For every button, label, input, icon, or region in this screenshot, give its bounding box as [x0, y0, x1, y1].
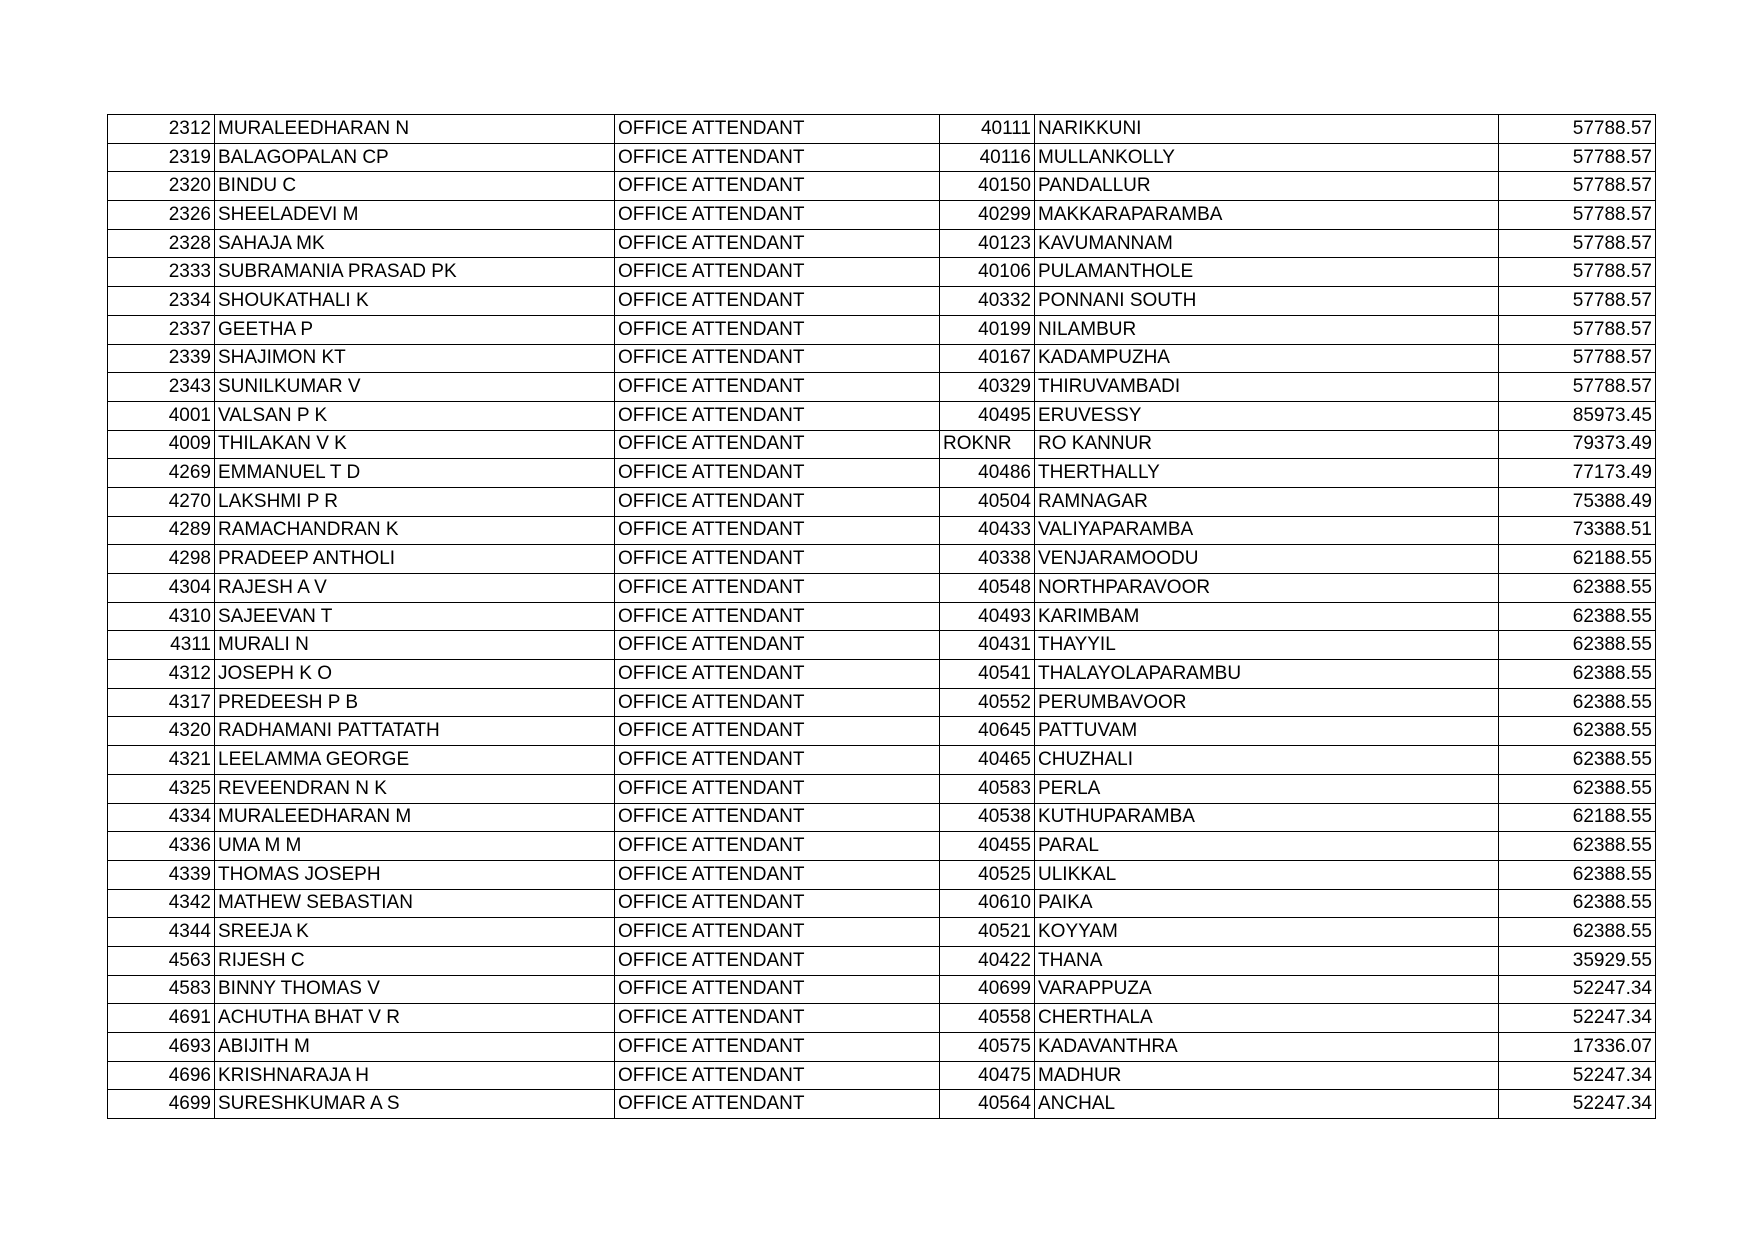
office-name-cell: MADHUR — [1035, 1061, 1499, 1090]
table-row — [108, 946, 1656, 975]
designation-cell: OFFICE ATTENDANT — [615, 688, 940, 717]
office-code-cell: 40552 — [940, 688, 1035, 717]
table-row — [108, 631, 1656, 660]
table-row — [108, 1090, 1656, 1119]
employee-id-cell: 2328 — [108, 229, 215, 258]
employee-id-cell: 4304 — [108, 574, 215, 603]
employee-id-cell: 4269 — [108, 459, 215, 488]
office-code-cell: 40538 — [940, 803, 1035, 832]
employee-id-cell: 2312 — [108, 115, 215, 144]
employee-name-cell: THILAKAN V K — [215, 430, 615, 459]
employee-id-cell: 4696 — [108, 1061, 215, 1090]
table-row — [108, 574, 1656, 603]
amount-cell: 77173.49 — [1499, 459, 1656, 488]
employee-id-cell: 4312 — [108, 660, 215, 689]
table-row — [108, 860, 1656, 889]
employee-name-cell: RADHAMANI PATTATATH — [215, 717, 615, 746]
employee-name-cell: MURALEEDHARAN N — [215, 115, 615, 144]
amount-cell: 62388.55 — [1499, 774, 1656, 803]
office-code-cell: 40495 — [940, 401, 1035, 430]
table-row — [108, 975, 1656, 1004]
office-code-cell: ROKNR — [940, 430, 1035, 459]
employee-name-cell: VALSAN P K — [215, 401, 615, 430]
office-code-cell: 40422 — [940, 946, 1035, 975]
employee-id-cell: 2337 — [108, 315, 215, 344]
amount-cell: 62388.55 — [1499, 660, 1656, 689]
office-name-cell: PERLA — [1035, 774, 1499, 803]
table-row — [108, 143, 1656, 172]
table-row — [108, 401, 1656, 430]
amount-cell: 62388.55 — [1499, 832, 1656, 861]
office-name-cell: PERUMBAVOOR — [1035, 688, 1499, 717]
amount-cell: 62388.55 — [1499, 631, 1656, 660]
table-row — [108, 803, 1656, 832]
employee-id-cell: 4289 — [108, 516, 215, 545]
designation-cell: OFFICE ATTENDANT — [615, 115, 940, 144]
office-code-cell: 40199 — [940, 315, 1035, 344]
table-row — [108, 287, 1656, 316]
employee-name-cell: PREDEESH P B — [215, 688, 615, 717]
office-name-cell: KOYYAM — [1035, 918, 1499, 947]
employee-name-cell: SAHAJA MK — [215, 229, 615, 258]
office-code-cell: 40329 — [940, 373, 1035, 402]
employee-id-cell: 2339 — [108, 344, 215, 373]
amount-cell: 62388.55 — [1499, 602, 1656, 631]
table-row — [108, 373, 1656, 402]
employee-name-cell: RIJESH C — [215, 946, 615, 975]
employee-id-cell: 4270 — [108, 487, 215, 516]
employee-id-cell: 2326 — [108, 201, 215, 230]
amount-cell: 62388.55 — [1499, 860, 1656, 889]
office-code-cell: 40455 — [940, 832, 1035, 861]
employee-name-cell: RAJESH A V — [215, 574, 615, 603]
table-row — [108, 717, 1656, 746]
amount-cell: 57788.57 — [1499, 229, 1656, 258]
employee-id-cell: 4699 — [108, 1090, 215, 1119]
employee-id-cell: 2319 — [108, 143, 215, 172]
office-name-cell: ANCHAL — [1035, 1090, 1499, 1119]
amount-cell: 85973.45 — [1499, 401, 1656, 430]
office-name-cell: KAVUMANNAM — [1035, 229, 1499, 258]
designation-cell: OFFICE ATTENDANT — [615, 946, 940, 975]
office-code-cell: 40610 — [940, 889, 1035, 918]
employee-table — [107, 114, 1656, 1119]
table-row — [108, 115, 1656, 144]
designation-cell: OFFICE ATTENDANT — [615, 143, 940, 172]
table-row — [108, 746, 1656, 775]
amount-cell: 62188.55 — [1499, 803, 1656, 832]
employee-name-cell: KRISHNARAJA H — [215, 1061, 615, 1090]
employee-id-cell: 4001 — [108, 401, 215, 430]
table-row — [108, 172, 1656, 201]
table-row — [108, 258, 1656, 287]
office-name-cell: PAIKA — [1035, 889, 1499, 918]
employee-name-cell: SAJEEVAN T — [215, 602, 615, 631]
employee-name-cell: SHAJIMON KT — [215, 344, 615, 373]
table-row — [108, 545, 1656, 574]
office-code-cell: 40150 — [940, 172, 1035, 201]
office-name-cell: NILAMBUR — [1035, 315, 1499, 344]
office-name-cell: THIRUVAMBADI — [1035, 373, 1499, 402]
office-code-cell: 40541 — [940, 660, 1035, 689]
designation-cell: OFFICE ATTENDANT — [615, 1090, 940, 1119]
table-row — [108, 774, 1656, 803]
office-name-cell: MULLANKOLLY — [1035, 143, 1499, 172]
employee-table-body — [108, 115, 1656, 1119]
employee-id-cell: 4321 — [108, 746, 215, 775]
office-code-cell: 40583 — [940, 774, 1035, 803]
table-row — [108, 201, 1656, 230]
employee-id-cell: 4336 — [108, 832, 215, 861]
amount-cell: 17336.07 — [1499, 1033, 1656, 1062]
employee-name-cell: PRADEEP ANTHOLI — [215, 545, 615, 574]
employee-name-cell: REVEENDRAN N K — [215, 774, 615, 803]
employee-name-cell: SUNILKUMAR V — [215, 373, 615, 402]
designation-cell: OFFICE ATTENDANT — [615, 860, 940, 889]
table-row — [108, 918, 1656, 947]
amount-cell: 62388.55 — [1499, 889, 1656, 918]
office-code-cell: 40525 — [940, 860, 1035, 889]
designation-cell: OFFICE ATTENDANT — [615, 258, 940, 287]
office-name-cell: PATTUVAM — [1035, 717, 1499, 746]
designation-cell: OFFICE ATTENDANT — [615, 344, 940, 373]
amount-cell: 62388.55 — [1499, 717, 1656, 746]
office-name-cell: KUTHUPARAMBA — [1035, 803, 1499, 832]
employee-name-cell: BINNY THOMAS V — [215, 975, 615, 1004]
employee-id-cell: 4344 — [108, 918, 215, 947]
designation-cell: OFFICE ATTENDANT — [615, 229, 940, 258]
employee-id-cell: 4583 — [108, 975, 215, 1004]
amount-cell: 62388.55 — [1499, 574, 1656, 603]
employee-id-cell: 2343 — [108, 373, 215, 402]
amount-cell: 75388.49 — [1499, 487, 1656, 516]
table-row — [108, 459, 1656, 488]
employee-name-cell: SUBRAMANIA PRASAD PK — [215, 258, 615, 287]
amount-cell: 57788.57 — [1499, 143, 1656, 172]
office-name-cell: VARAPPUZA — [1035, 975, 1499, 1004]
amount-cell: 79373.49 — [1499, 430, 1656, 459]
designation-cell: OFFICE ATTENDANT — [615, 832, 940, 861]
office-name-cell: RO KANNUR — [1035, 430, 1499, 459]
employee-id-cell: 2333 — [108, 258, 215, 287]
employee-id-cell: 4325 — [108, 774, 215, 803]
employee-name-cell: JOSEPH K O — [215, 660, 615, 689]
office-code-cell: 40575 — [940, 1033, 1035, 1062]
table-row — [108, 1033, 1656, 1062]
designation-cell: OFFICE ATTENDANT — [615, 459, 940, 488]
employee-name-cell: THOMAS JOSEPH — [215, 860, 615, 889]
designation-cell: OFFICE ATTENDANT — [615, 889, 940, 918]
table-row — [108, 430, 1656, 459]
amount-cell: 57788.57 — [1499, 172, 1656, 201]
office-code-cell: 40558 — [940, 1004, 1035, 1033]
designation-cell: OFFICE ATTENDANT — [615, 315, 940, 344]
employee-id-cell: 4311 — [108, 631, 215, 660]
amount-cell: 35929.55 — [1499, 946, 1656, 975]
office-code-cell: 40338 — [940, 545, 1035, 574]
amount-cell: 62388.55 — [1499, 918, 1656, 947]
employee-name-cell: SURESHKUMAR A S — [215, 1090, 615, 1119]
employee-id-cell: 4339 — [108, 860, 215, 889]
table-row — [108, 516, 1656, 545]
table-row — [108, 315, 1656, 344]
designation-cell: OFFICE ATTENDANT — [615, 660, 940, 689]
table-row — [108, 660, 1656, 689]
employee-name-cell: SHOUKATHALI K — [215, 287, 615, 316]
amount-cell: 57788.57 — [1499, 115, 1656, 144]
office-code-cell: 40433 — [940, 516, 1035, 545]
table-row — [108, 1061, 1656, 1090]
office-name-cell: THANA — [1035, 946, 1499, 975]
employee-name-cell: BINDU C — [215, 172, 615, 201]
office-name-cell: PONNANI SOUTH — [1035, 287, 1499, 316]
office-name-cell: PANDALLUR — [1035, 172, 1499, 201]
amount-cell: 62188.55 — [1499, 545, 1656, 574]
office-name-cell: VENJARAMOODU — [1035, 545, 1499, 574]
office-code-cell: 40504 — [940, 487, 1035, 516]
amount-cell: 57788.57 — [1499, 287, 1656, 316]
employee-id-cell: 4310 — [108, 602, 215, 631]
office-code-cell: 40699 — [940, 975, 1035, 1004]
office-code-cell: 40106 — [940, 258, 1035, 287]
employee-name-cell: UMA M M — [215, 832, 615, 861]
table-row — [108, 602, 1656, 631]
designation-cell: OFFICE ATTENDANT — [615, 1004, 940, 1033]
employee-name-cell: GEETHA P — [215, 315, 615, 344]
employee-id-cell: 4298 — [108, 545, 215, 574]
office-code-cell: 40564 — [940, 1090, 1035, 1119]
table-row — [108, 229, 1656, 258]
office-name-cell: MAKKARAPARAMBA — [1035, 201, 1499, 230]
office-name-cell: PARAL — [1035, 832, 1499, 861]
amount-cell: 73388.51 — [1499, 516, 1656, 545]
designation-cell: OFFICE ATTENDANT — [615, 545, 940, 574]
employee-name-cell: EMMANUEL T D — [215, 459, 615, 488]
employee-id-cell: 2320 — [108, 172, 215, 201]
office-code-cell: 40486 — [940, 459, 1035, 488]
employee-id-cell: 4320 — [108, 717, 215, 746]
designation-cell: OFFICE ATTENDANT — [615, 373, 940, 402]
office-name-cell: ULIKKAL — [1035, 860, 1499, 889]
designation-cell: OFFICE ATTENDANT — [615, 574, 940, 603]
amount-cell: 52247.34 — [1499, 975, 1656, 1004]
amount-cell: 57788.57 — [1499, 201, 1656, 230]
designation-cell: OFFICE ATTENDANT — [615, 401, 940, 430]
amount-cell: 57788.57 — [1499, 344, 1656, 373]
office-code-cell: 40431 — [940, 631, 1035, 660]
designation-cell: OFFICE ATTENDANT — [615, 602, 940, 631]
office-name-cell: KADAMPUZHA — [1035, 344, 1499, 373]
employee-id-cell: 4563 — [108, 946, 215, 975]
employee-id-cell: 2334 — [108, 287, 215, 316]
designation-cell: OFFICE ATTENDANT — [615, 1061, 940, 1090]
office-name-cell: PULAMANTHOLE — [1035, 258, 1499, 287]
designation-cell: OFFICE ATTENDANT — [615, 172, 940, 201]
office-code-cell: 40645 — [940, 717, 1035, 746]
office-code-cell: 40167 — [940, 344, 1035, 373]
designation-cell: OFFICE ATTENDANT — [615, 430, 940, 459]
office-code-cell: 40548 — [940, 574, 1035, 603]
office-code-cell: 40123 — [940, 229, 1035, 258]
office-name-cell: THERTHALLY — [1035, 459, 1499, 488]
office-name-cell: KARIMBAM — [1035, 602, 1499, 631]
employee-name-cell: SREEJA K — [215, 918, 615, 947]
amount-cell: 52247.34 — [1499, 1061, 1656, 1090]
office-name-cell: ERUVESSY — [1035, 401, 1499, 430]
amount-cell: 57788.57 — [1499, 258, 1656, 287]
amount-cell: 57788.57 — [1499, 373, 1656, 402]
office-name-cell: VALIYAPARAMBA — [1035, 516, 1499, 545]
designation-cell: OFFICE ATTENDANT — [615, 631, 940, 660]
office-code-cell: 40475 — [940, 1061, 1035, 1090]
employee-name-cell: BALAGOPALAN CP — [215, 143, 615, 172]
office-name-cell: RAMNAGAR — [1035, 487, 1499, 516]
employee-id-cell: 4317 — [108, 688, 215, 717]
employee-name-cell: ABIJITH M — [215, 1033, 615, 1062]
designation-cell: OFFICE ATTENDANT — [615, 717, 940, 746]
employee-name-cell: MURALEEDHARAN M — [215, 803, 615, 832]
table-row — [108, 889, 1656, 918]
office-name-cell: NARIKKUNI — [1035, 115, 1499, 144]
employee-id-cell: 4334 — [108, 803, 215, 832]
office-name-cell: NORTHPARAVOOR — [1035, 574, 1499, 603]
designation-cell: OFFICE ATTENDANT — [615, 803, 940, 832]
office-code-cell: 40111 — [940, 115, 1035, 144]
designation-cell: OFFICE ATTENDANT — [615, 287, 940, 316]
employee-name-cell: ACHUTHA BHAT V R — [215, 1004, 615, 1033]
designation-cell: OFFICE ATTENDANT — [615, 975, 940, 1004]
office-code-cell: 40521 — [940, 918, 1035, 947]
employee-name-cell: LEELAMMA GEORGE — [215, 746, 615, 775]
amount-cell: 62388.55 — [1499, 688, 1656, 717]
designation-cell: OFFICE ATTENDANT — [615, 516, 940, 545]
office-name-cell: THALAYOLAPARAMBU — [1035, 660, 1499, 689]
table-row — [108, 1004, 1656, 1033]
employee-id-cell: 4693 — [108, 1033, 215, 1062]
designation-cell: OFFICE ATTENDANT — [615, 746, 940, 775]
office-name-cell: KADAVANTHRA — [1035, 1033, 1499, 1062]
designation-cell: OFFICE ATTENDANT — [615, 487, 940, 516]
table-row — [108, 487, 1656, 516]
amount-cell: 52247.34 — [1499, 1004, 1656, 1033]
designation-cell: OFFICE ATTENDANT — [615, 1033, 940, 1062]
office-code-cell: 40116 — [940, 143, 1035, 172]
table-row — [108, 344, 1656, 373]
table-row — [108, 832, 1656, 861]
office-code-cell: 40299 — [940, 201, 1035, 230]
designation-cell: OFFICE ATTENDANT — [615, 774, 940, 803]
employee-id-cell: 4009 — [108, 430, 215, 459]
office-name-cell: CHUZHALI — [1035, 746, 1499, 775]
office-name-cell: CHERTHALA — [1035, 1004, 1499, 1033]
amount-cell: 52247.34 — [1499, 1090, 1656, 1119]
employee-name-cell: MATHEW SEBASTIAN — [215, 889, 615, 918]
employee-id-cell: 4342 — [108, 889, 215, 918]
office-name-cell: THAYYIL — [1035, 631, 1499, 660]
table-row — [108, 688, 1656, 717]
office-code-cell: 40493 — [940, 602, 1035, 631]
employee-name-cell: SHEELADEVI M — [215, 201, 615, 230]
employee-name-cell: MURALI N — [215, 631, 615, 660]
amount-cell: 57788.57 — [1499, 315, 1656, 344]
amount-cell: 62388.55 — [1499, 746, 1656, 775]
employee-id-cell: 4691 — [108, 1004, 215, 1033]
office-code-cell: 40332 — [940, 287, 1035, 316]
employee-name-cell: RAMACHANDRAN K — [215, 516, 615, 545]
office-code-cell: 40465 — [940, 746, 1035, 775]
employee-name-cell: LAKSHMI P R — [215, 487, 615, 516]
designation-cell: OFFICE ATTENDANT — [615, 918, 940, 947]
designation-cell: OFFICE ATTENDANT — [615, 201, 940, 230]
